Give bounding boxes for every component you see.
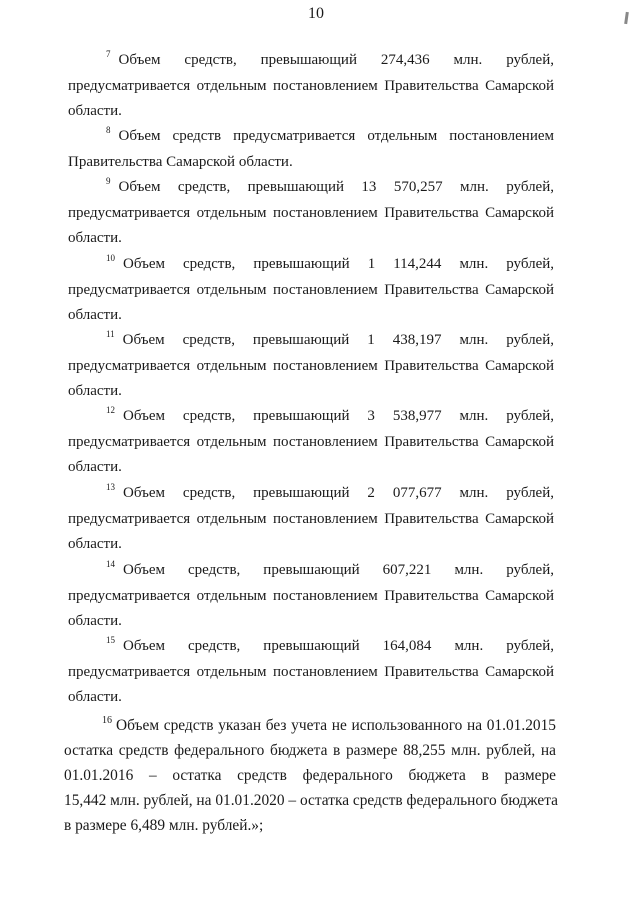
- footnote-text: Объем средств предусматривается отдельным постановлением: [118, 128, 554, 144]
- footnote-line: области.: [68, 103, 122, 119]
- footnote-11: [68, 328, 554, 405]
- footnote-marker: 13: [106, 482, 115, 492]
- footnote-line: [68, 48, 554, 74]
- footnote-line: области.: [68, 383, 122, 399]
- footnote-line: предусматривается отдельным постановлением Правительства Самарской: [68, 204, 554, 221]
- footnote-line: области.: [68, 689, 122, 705]
- footnote-line: [68, 252, 554, 278]
- footnote-marker: 9: [106, 176, 111, 186]
- footnote-line: области.: [68, 307, 122, 323]
- footnote-text: Объем средств, превышающий 164,084 млн. рублей,: [123, 638, 554, 654]
- footnote-line: области.: [68, 230, 122, 246]
- footnote-line: [68, 175, 554, 201]
- footnote-7: [68, 48, 554, 125]
- footnote-line: остатка средств федерального бюджета в размере 88,255 млн. рублей, на: [64, 742, 556, 759]
- footnote-16: [64, 713, 556, 838]
- footnote-line: в размере 6,489 млн. рублей.»;: [64, 817, 264, 834]
- footnote-marker: 14: [106, 559, 115, 569]
- footnote-line: [68, 124, 554, 150]
- footnote-line: 15,442 млн. рублей, на 01.01.2020 – остатка средств федерального бюджета: [64, 792, 558, 809]
- footnote-marker: 7: [106, 49, 111, 59]
- footnote-text: Объем средств, превышающий 13 570,257 млн. рублей,: [118, 179, 554, 195]
- footnote-line: [68, 558, 554, 584]
- footnote-12: [68, 404, 554, 481]
- footnote-text: Объем средств, превышающий 2 077,677 млн. рублей,: [123, 485, 554, 501]
- footnote-line: 01.01.2016 – остатка средств федерального бюджета в размере: [64, 767, 556, 784]
- footnote-marker: 8: [106, 125, 111, 135]
- footnote-line: предусматривается отдельным постановлением Правительства Самарской: [68, 77, 554, 94]
- footnote-line: [68, 634, 554, 660]
- footnote-14: [68, 558, 554, 635]
- footnote-13: [68, 481, 554, 558]
- footnote-8: [68, 124, 554, 175]
- footnote-marker: 12: [106, 405, 115, 415]
- footnote-10: [68, 252, 554, 329]
- footnote-line: [68, 404, 554, 430]
- footnote-line: предусматривается отдельным постановлением Правительства Самарской: [68, 663, 554, 680]
- footnote-line: области.: [68, 459, 122, 475]
- footnote-marker: 16: [102, 715, 112, 726]
- footnote-marker: 10: [106, 253, 115, 263]
- footnote-line: предусматривается отдельным постановлением Правительства Самарской: [68, 357, 554, 374]
- footnote-line: области.: [68, 613, 122, 629]
- footnote-marker: 15: [106, 635, 115, 645]
- footnote-line: предусматривается отдельным постановлением Правительства Самарской: [68, 433, 554, 450]
- page-number: 10: [308, 5, 324, 22]
- footnote-text: Объем средств, превышающий 3 538,977 млн. рублей,: [123, 408, 554, 424]
- footnote-line: предусматривается отдельным постановлением Правительства Самарской: [68, 281, 554, 298]
- footnote-text: Объем средств указан без учета не использованного на 01.01.2015: [116, 717, 556, 734]
- footnote-line: Правительства Самарской области.: [68, 153, 293, 170]
- footnote-line: [64, 713, 556, 738]
- footnote-line: области.: [68, 536, 122, 552]
- footnote-line: предусматривается отдельным постановлением Правительства Самарской: [68, 510, 554, 527]
- footnote-line: [68, 328, 554, 354]
- footnote-marker: 11: [106, 329, 115, 339]
- footnote-15: [68, 634, 554, 711]
- footnote-9: [68, 175, 554, 252]
- footnote-text: Объем средств, превышающий 274,436 млн. рублей,: [118, 52, 554, 68]
- footnote-text: Объем средств, превышающий 1 438,197 млн. рублей,: [122, 332, 554, 348]
- footnote-text: Объем средств, превышающий 1 114,244 млн. рублей,: [123, 256, 554, 272]
- footnote-text: Объем средств, превышающий 607,221 млн. рублей,: [123, 562, 554, 578]
- footnote-line: предусматривается отдельным постановлением Правительства Самарской: [68, 587, 554, 604]
- footnote-line: [68, 481, 554, 507]
